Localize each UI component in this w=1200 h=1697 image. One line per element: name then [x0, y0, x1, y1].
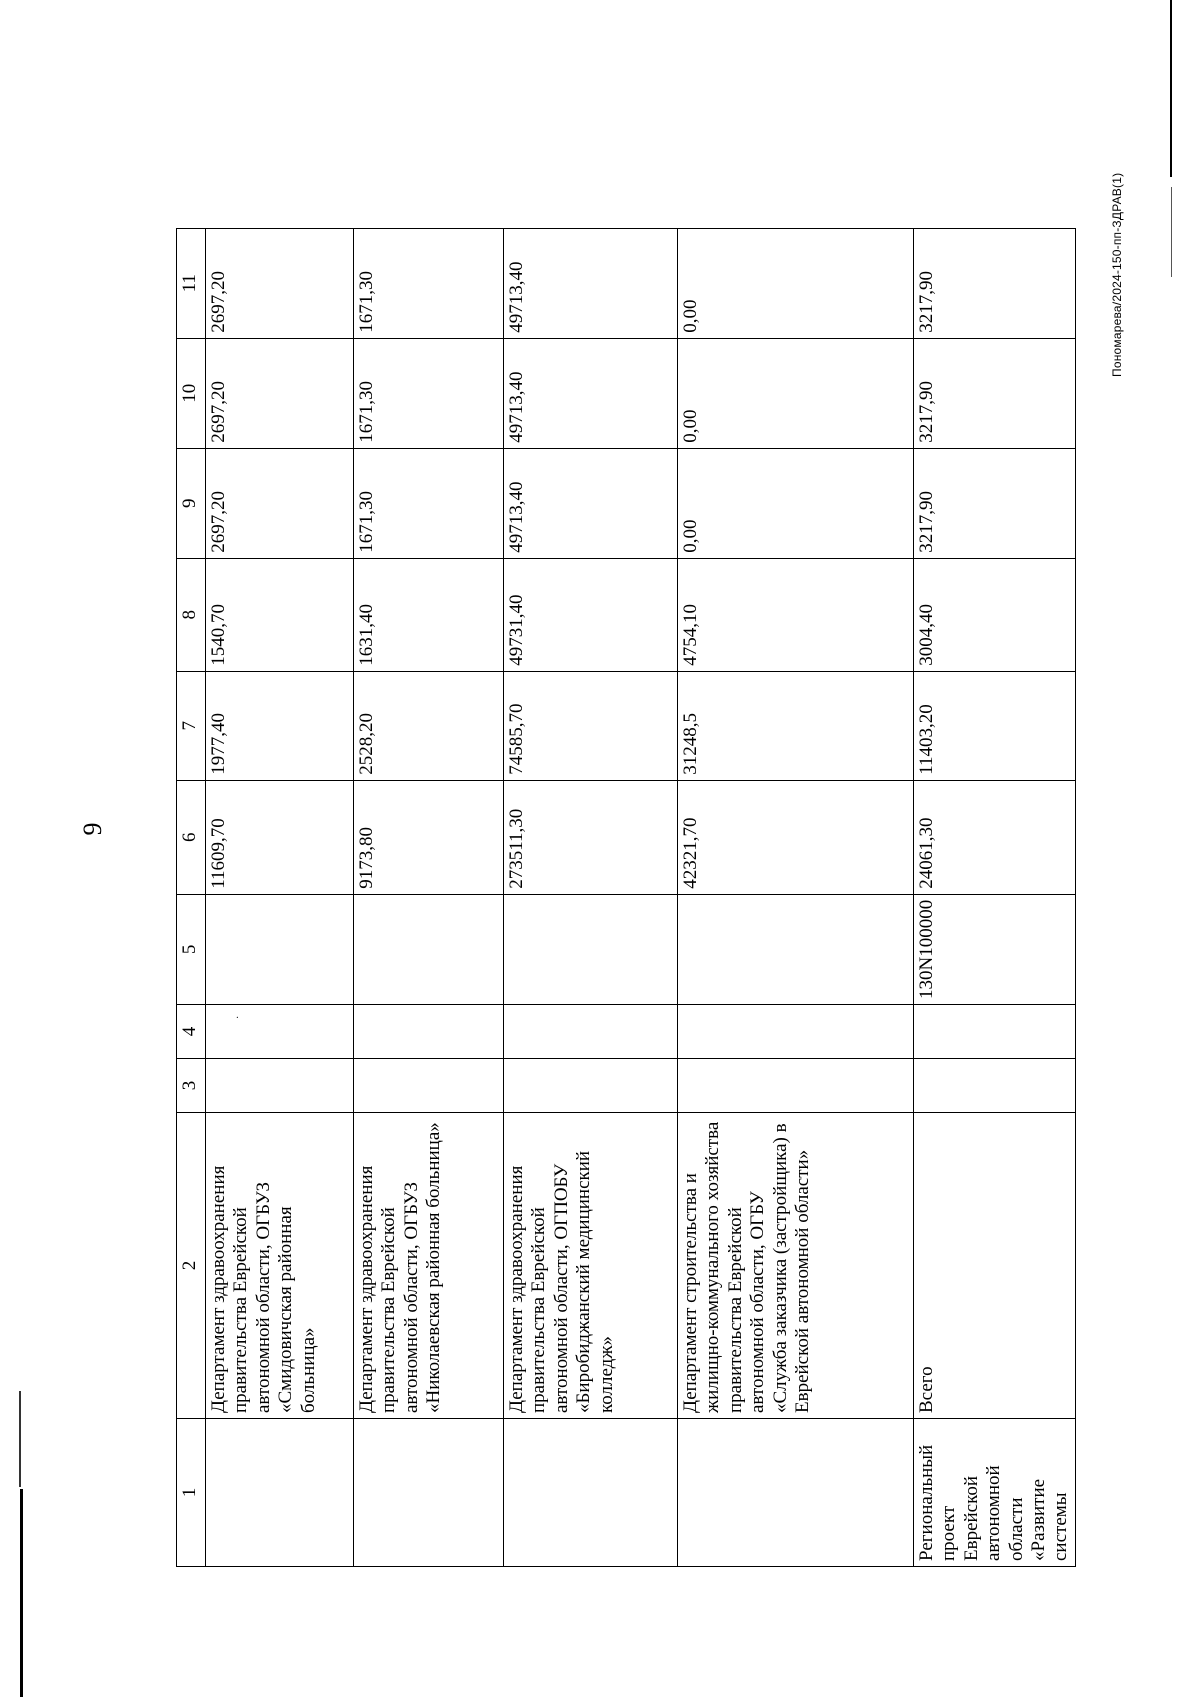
column-number: 9 — [177, 448, 206, 558]
table-row — [504, 228, 678, 1566]
table-cell: Региональный проект Еврейской автономной области «Развитие системы — [914, 1419, 1076, 1567]
table-cell: 0,00 — [678, 448, 914, 558]
table-cell: 3004,40 — [914, 558, 1076, 671]
table-cell: 11403,20 — [914, 671, 1076, 780]
table-cell: 1540,70 — [206, 558, 354, 671]
table-cell: 11609,70 — [206, 780, 354, 894]
table-cell: 3217,90 — [914, 228, 1076, 338]
table-cell: Департамент строительства и жилищно-коммунального хозяйства правительства Еврейской автономной области, ОГБУ «Служба заказчика (застройщика) в Еврейской автономной области» — [678, 1113, 914, 1419]
table-cell: 273511,30 — [504, 780, 678, 894]
table-row — [206, 228, 354, 1566]
table-cell — [206, 1419, 354, 1567]
table-cell: 3217,90 — [914, 448, 1076, 558]
table-cell: Департамент здравоохранения правительства Еврейской автономной области, ОГБУЗ «Смидовичская районная больница» — [206, 1113, 354, 1419]
table-cell: 49731,40 — [504, 558, 678, 671]
table-cell: 1671,30 — [354, 448, 504, 558]
table-cell — [504, 1005, 678, 1059]
column-number: 3 — [177, 1059, 206, 1113]
table-cell: 2697,20 — [206, 228, 354, 338]
column-number: 2 — [177, 1113, 206, 1419]
table-cell: Департамент здравоохранения правительства Еврейской автономной области, ОГБУЗ «Николаевская районная больница» — [354, 1113, 504, 1419]
document-code: Пономарева/2024-150-пп-ЗДРАВ(1) — [1110, 172, 1124, 377]
table-cell: 1977,40 — [206, 671, 354, 780]
column-number: 8 — [177, 558, 206, 671]
table-cell: 1671,30 — [354, 338, 504, 448]
table-cell — [504, 894, 678, 1004]
table-row — [914, 228, 1076, 1566]
table-cell: 42321,70 — [678, 780, 914, 894]
table-cell: 1631,40 — [354, 558, 504, 671]
column-number-row — [177, 228, 206, 1566]
table-cell: Департамент здравоохранения правительства Еврейской автономной области, ОГПОБУ «Биробиджанский медицинский колледж» — [504, 1113, 678, 1419]
table-cell — [206, 894, 354, 1004]
stray-mark: · — [233, 1015, 244, 1019]
table-cell: 0,00 — [678, 228, 914, 338]
table-cell: 49713,40 — [504, 338, 678, 448]
scan-edge-mark — [1170, 0, 1172, 177]
table-cell — [678, 894, 914, 1004]
table-cell: 130N100000 — [914, 894, 1076, 1004]
table-cell: 49713,40 — [504, 228, 678, 338]
table-cell — [914, 1005, 1076, 1059]
table-cell — [678, 1419, 914, 1567]
column-number: 6 — [177, 780, 206, 894]
table-cell: 2528,20 — [354, 671, 504, 780]
scan-edge-mark — [20, 1489, 23, 1697]
scan-edge-mark — [19, 1391, 21, 1487]
table-cell — [678, 1059, 914, 1113]
table-cell — [504, 1419, 678, 1567]
budget-table — [176, 228, 1076, 1567]
table-cell: 31248,5 — [678, 671, 914, 780]
table-cell: 0,00 — [678, 338, 914, 448]
column-number: 10 — [177, 338, 206, 448]
table-cell: 1671,30 — [354, 228, 504, 338]
table-cell: 2697,20 — [206, 448, 354, 558]
column-number: 11 — [177, 228, 206, 338]
table-cell — [354, 1059, 504, 1113]
table-cell — [914, 1059, 1076, 1113]
column-number: 7 — [177, 671, 206, 780]
column-number: 5 — [177, 894, 206, 1004]
table-cell: 24061,30 — [914, 780, 1076, 894]
table-cell — [206, 1005, 354, 1059]
scan-edge-mark — [1171, 187, 1172, 277]
table-cell — [354, 1005, 504, 1059]
table-cell: 2697,20 — [206, 338, 354, 448]
table-cell — [678, 1005, 914, 1059]
table-cell: 49713,40 — [504, 448, 678, 558]
column-number: 4 — [177, 1005, 206, 1059]
table-cell — [354, 894, 504, 1004]
column-number: 1 — [177, 1419, 206, 1567]
table-cell — [354, 1419, 504, 1567]
page-number: 9 — [78, 822, 107, 836]
table-cell — [504, 1059, 678, 1113]
table-cell: Всего — [914, 1113, 1076, 1419]
table-cell: 74585,70 — [504, 671, 678, 780]
table-cell: 9173,80 — [354, 780, 504, 894]
table-cell — [206, 1059, 354, 1113]
table-cell: 3217,90 — [914, 338, 1076, 448]
table-cell: 4754,10 — [678, 558, 914, 671]
table-row — [354, 228, 504, 1566]
table-row — [678, 228, 914, 1566]
